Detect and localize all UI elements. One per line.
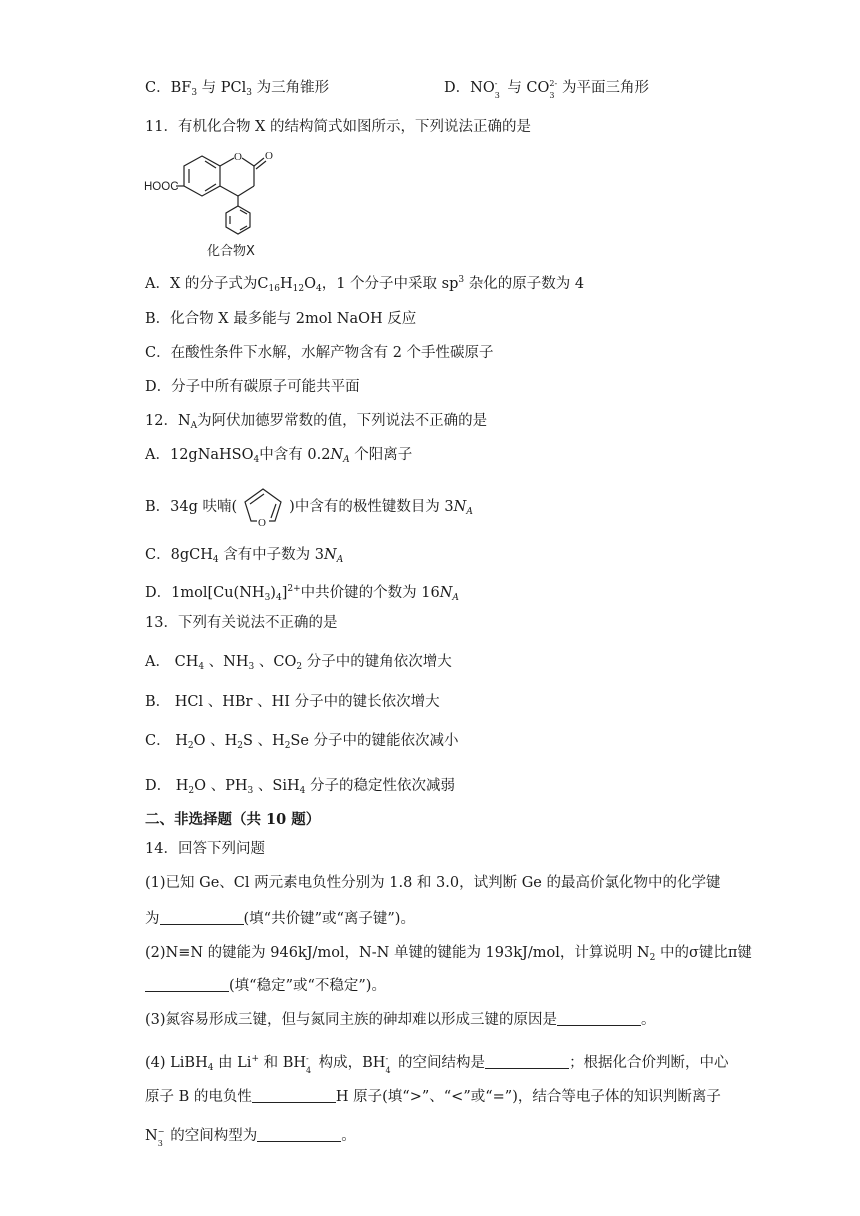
q11-option-a: A．X 的分子式为$C_{16}H_{12}O_4$，1 个分子中采取 $sp^3$ 杂化的原子数为 4	[145, 275, 585, 294]
q14-part2: (2)N≡N 的键能为 946kJ/mol，N-N 单键的键能为 193kJ/mol，计算说明 $N_2$ 中的σ键比π键	[145, 945, 752, 963]
q14-part4: (4) LiBH$_4$ 由 Li+ 和 BH - 4 构成，BH - 4 的空间结构是 ；根据化合价判断，中心	[145, 1054, 729, 1075]
q12-option-c: C．8gCH$_4$ 含有中子数为 $3N_A$	[145, 547, 344, 565]
compound-x-structure-image	[142, 138, 282, 260]
compound-caption: 化合物X	[207, 244, 255, 259]
answer-blank[interactable]	[485, 1054, 569, 1069]
q10-option-c: C．$BF_3$ 与 PCl$_3$ 为三角锥形	[145, 80, 330, 98]
q12-option-d: D．$1mol[Cu(NH_3)_4]^{2+}$中共价键的个数为 $16N_A$	[145, 584, 459, 603]
q13-stem: 13．下列有关说法不正确的是	[145, 615, 338, 631]
q14-part1: (1)已知 Ge、Cl 两元素电负性分别为 1.8 和 3.0，试判断 Ge 的最高价氯化物中的化学键	[145, 875, 721, 891]
hooc-label: HOOC	[144, 181, 179, 193]
answer-blank[interactable]	[145, 977, 229, 992]
furan-oxygen-label: O	[258, 517, 267, 529]
q12-option-b: B．34g 呋喃( O )中含有的极性键数目为 $3N_A$	[145, 485, 473, 529]
q11-stem: 11．有机化合物 X 的结构简式如图所示，下列说法正确的是	[145, 119, 531, 135]
q13-option-a: A． $CH_4$ 、$NH_3$ 、$CO_2$ 分子中的键角依次增大	[145, 654, 452, 672]
carbonyl-oxygen-label: O	[265, 150, 273, 162]
section-heading: 二、非选择题（共 10 题）	[145, 811, 321, 828]
q13-option-b: B． HCl 、HBr 、HI 分子中的键长依次增大	[145, 694, 440, 710]
q14-part4-cont2: N − 3 的空间构型为 。	[145, 1127, 356, 1148]
q14-part2-cont: (填“稳定”或“不稳定”)。	[145, 976, 386, 996]
q10-option-d: D．NO - 3 与 CO 2- 3 为平面三角形	[444, 79, 650, 100]
q13-option-d: D． $H_2O$ 、$PH_3$ 、SiH$_4$ 分子的稳定性依次减弱	[145, 778, 455, 796]
answer-blank[interactable]	[252, 1088, 336, 1103]
q12-stem: 12．$N_A$为阿伏加德罗常数的值，下列说法不正确的是	[145, 413, 488, 431]
answer-blank[interactable]	[557, 1011, 641, 1026]
ring-oxygen-label: O	[234, 151, 242, 163]
furan-structure-image	[237, 485, 289, 529]
q11-option-b: B．化合物 X 最多能与 2mol NaOH 反应	[145, 311, 417, 327]
q13-option-c: C． $H_2O$ 、$H_2S$ 、$H_2Se$ 分子中的键能依次减小	[145, 733, 459, 751]
q14-part4-cont: 原子 B 的电负性 H 原子(填“>”、“<”或“=”)，结合等电子体的知识判断离子	[145, 1089, 721, 1105]
q14-part1-cont: 为 (填“共价键”或“离子键”)。	[145, 911, 415, 927]
q14-stem: 14．回答下列问题	[145, 841, 265, 857]
q11-option-c: C．在酸性条件下水解，水解产物含有 2 个手性碳原子	[145, 345, 494, 361]
q11-option-d: D．分子中所有碳原子可能共平面	[145, 379, 360, 395]
answer-blank[interactable]	[257, 1127, 341, 1142]
q14-part3: (3)氮容易形成三键，但与氮同主族的砷却难以形成三键的原因是 。	[145, 1012, 656, 1028]
answer-blank[interactable]	[160, 910, 244, 925]
q12-option-a: A．12gNaHSO$_4$中含有 $0.2N_A$ 个阳离子	[145, 447, 413, 465]
